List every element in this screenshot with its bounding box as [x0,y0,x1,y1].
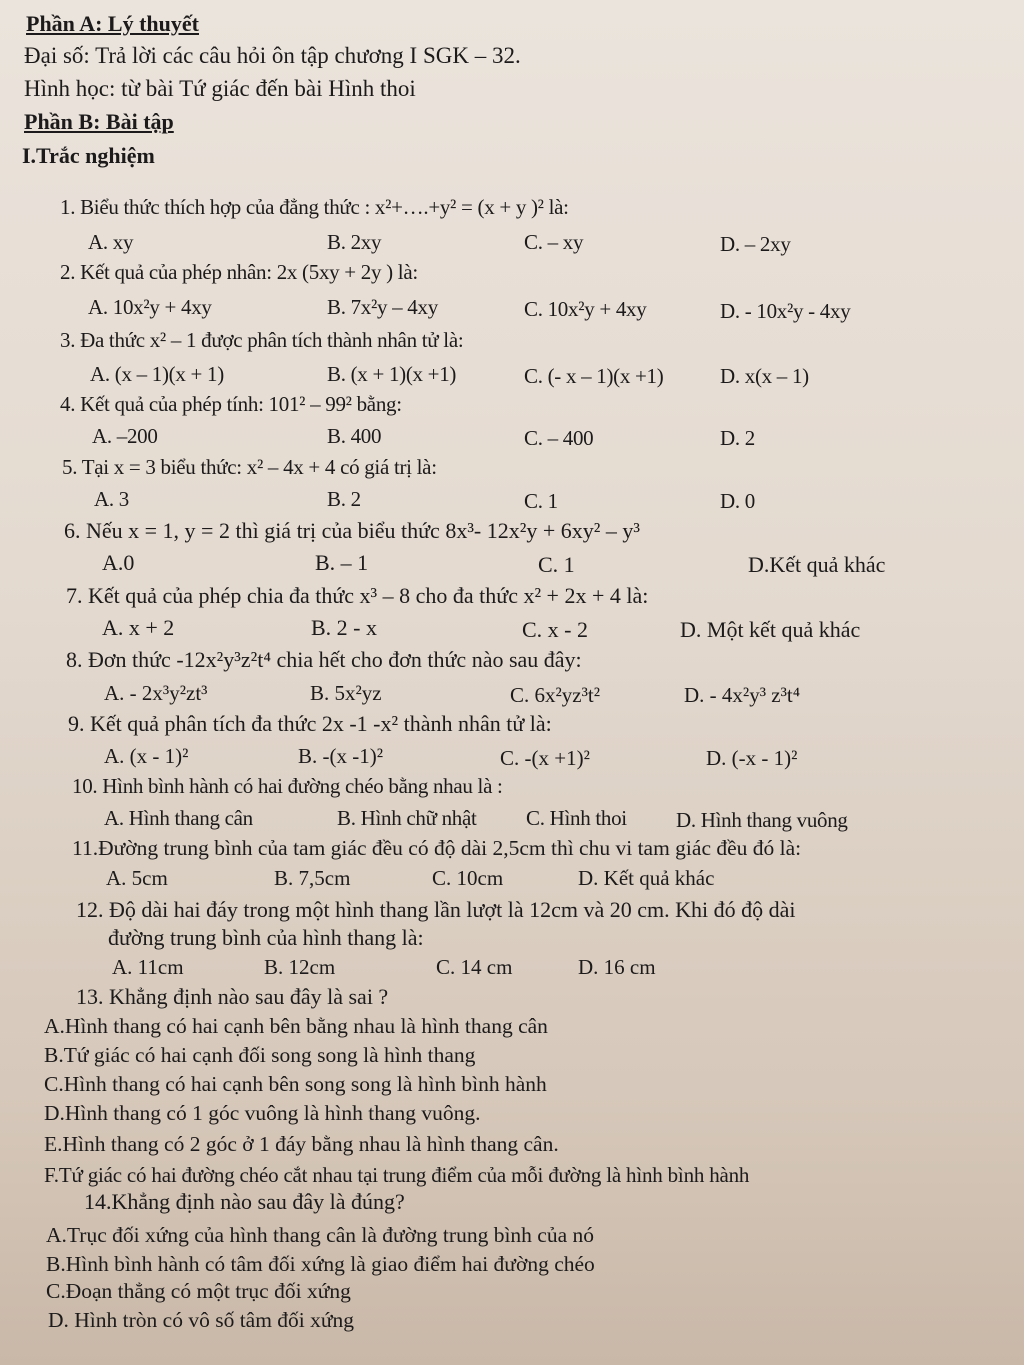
question-8-option-a: A. - 2x³y²zt³ [104,681,208,705]
part-a-algebra: Đại số: Trả lời các câu hỏi ôn tập chương I SGK – 32. [24,43,521,68]
question-2-option-b: B. 7x²y – 4xy [327,295,438,319]
question-4-option-b: B. 400 [327,424,382,448]
question-6-option-b: B. – 1 [315,550,369,575]
question-11-option-d: D. Kết quả khác [578,866,715,890]
question-4-option-d: D. 2 [720,426,755,450]
question-11-option-a: A. 5cm [106,866,168,890]
question-12-option-c: C. 14 cm [436,955,513,979]
part-a-geometry: Hình học: từ bài Tứ giác đến bài Hình thoi [24,76,416,101]
part-a-title: Phần A: Lý thuyết [26,11,199,36]
question-13-option-c: C.Hình thang có hai cạnh bên song song là hình bình hành [44,1072,547,1096]
question-1-option-b: B. 2xy [327,230,382,254]
question-3-option-d: D. x(x – 1) [720,364,809,388]
question-12-stem-line2: đường trung bình của hình thang là: [108,925,424,950]
question-11-option-c: C. 10cm [432,866,504,890]
question-6-option-a: A.0 [102,550,135,575]
question-9-stem: 9. Kết quả phân tích đa thức 2x -1 -x² thành nhân tử là: [68,711,552,736]
question-12-stem: 12. Độ dài hai đáy trong một hình thang lần lượt là 12cm và 20 cm. Khi đó độ dài [76,897,796,922]
question-8-stem: 8. Đơn thức -12x²y³z²t⁴ chia hết cho đơn thức nào sau đây: [66,647,582,672]
question-3-option-a: A. (x – 1)(x + 1) [90,362,224,386]
question-8-option-d: D. - 4x²y³ z³t⁴ [684,683,801,707]
question-10-option-c: C. Hình thoi [526,806,627,830]
question-10-option-d: D. Hình thang vuông [676,808,848,832]
question-5-option-c: C. 1 [524,489,558,513]
question-5-option-a: A. 3 [94,487,129,511]
question-14-option-c: C.Đoạn thẳng có một trục đối xứng [46,1279,351,1303]
question-2-option-a: A. 10x²y + 4xy [88,295,212,319]
question-10-stem: 10. Hình bình hành có hai đường chéo bằng nhau là : [72,774,503,798]
question-14-option-a: A.Trục đối xứng của hình thang cân là đường trung bình của nó [46,1223,594,1247]
question-4-stem: 4. Kết quả của phép tính: 101² – 99² bằng: [60,392,402,416]
question-14-stem: 14.Khẳng định nào sau đây là đúng? [84,1189,405,1214]
part-b-title: Phần B: Bài tập [24,109,174,134]
question-2-option-c: C. 10x²y + 4xy [524,297,647,321]
question-10-option-a: A. Hình thang cân [104,806,253,830]
question-9-option-d: D. (-x - 1)² [706,746,798,770]
question-14-option-b: B.Hình bình hành có tâm đối xứng là giao điểm hai đường chéo [46,1252,595,1276]
question-7-option-c: C. x - 2 [522,617,588,642]
question-1-option-c: C. – xy [524,230,584,254]
question-4-option-c: C. – 400 [524,426,594,450]
question-8-option-c: C. 6x²yz³t² [510,683,601,707]
question-13-stem: 13. Khẳng định nào sau đây là sai ? [76,984,389,1009]
question-12-option-b: B. 12cm [264,955,336,979]
question-7-option-d: D. Một kết quả khác [680,617,861,642]
question-3-stem: 3. Đa thức x² – 1 được phân tích thành nhân tử là: [60,328,464,352]
question-11-stem: 11.Đường trung bình của tam giác đều có độ dài 2,5cm thì chu vi tam giác đều đó là: [72,836,802,860]
question-3-option-c: C. (- x – 1)(x +1) [524,364,664,388]
question-6-option-d: D.Kết quả khác [748,552,886,577]
question-13-option-f: F.Tứ giác có hai đường chéo cắt nhau tại trung điểm của mỗi đường là hình bình hành [44,1163,750,1187]
question-13-option-e: E.Hình thang có 2 góc ở 1 đáy bằng nhau là hình thang cân. [44,1132,559,1156]
question-1-stem: 1. Biểu thức thích hợp của đẳng thức : x²+….+y² = (x + y )² là: [60,195,569,219]
question-14-option-d: D. Hình tròn có vô số tâm đối xứng [48,1308,355,1332]
question-10-option-b: B. Hình chữ nhật [337,806,477,830]
question-2-stem: 2. Kết quả của phép nhân: 2x (5xy + 2y ) là: [60,260,418,284]
question-13-option-b: B.Tứ giác có hai cạnh đối song song là hình thang [44,1043,476,1067]
question-13-option-d: D.Hình thang có 1 góc vuông là hình thang vuông. [44,1101,481,1125]
question-3-option-b: B. (x + 1)(x +1) [327,362,457,386]
question-4-option-a: A. –200 [92,424,158,448]
question-6-stem: 6. Nếu x = 1, y = 2 thì giá trị của biểu thức 8x³- 12x²y + 6xy² – y³ [64,518,640,543]
question-9-option-a: A. (x - 1)² [104,744,189,768]
question-5-option-d: D. 0 [720,489,755,513]
question-7-option-b: B. 2 - x [311,615,377,640]
question-7-stem: 7. Kết quả của phép chia đa thức x³ – 8 cho đa thức x² + 2x + 4 là: [66,583,649,608]
question-5-stem: 5. Tại x = 3 biểu thức: x² – 4x + 4 có giá trị là: [62,455,437,479]
question-5-option-b: B. 2 [327,487,361,511]
question-1-option-a: A. xy [88,230,134,254]
question-12-option-d: D. 16 cm [578,955,656,979]
question-9-option-b: B. -(x -1)² [298,744,384,768]
question-2-option-d: D. - 10x²y - 4xy [720,299,851,323]
question-9-option-c: C. -(x +1)² [500,746,590,770]
question-8-option-b: B. 5x²yz [310,681,382,705]
question-1-option-d: D. – 2xy [720,232,791,256]
question-12-option-a: A. 11cm [112,955,184,979]
question-13-option-a: A.Hình thang có hai cạnh bên bằng nhau là hình thang cân [44,1014,548,1038]
question-7-option-a: A. x + 2 [102,615,175,640]
section-title: I.Trắc nghiệm [22,143,155,168]
question-6-option-c: C. 1 [538,552,575,577]
question-11-option-b: B. 7,5cm [274,866,351,890]
